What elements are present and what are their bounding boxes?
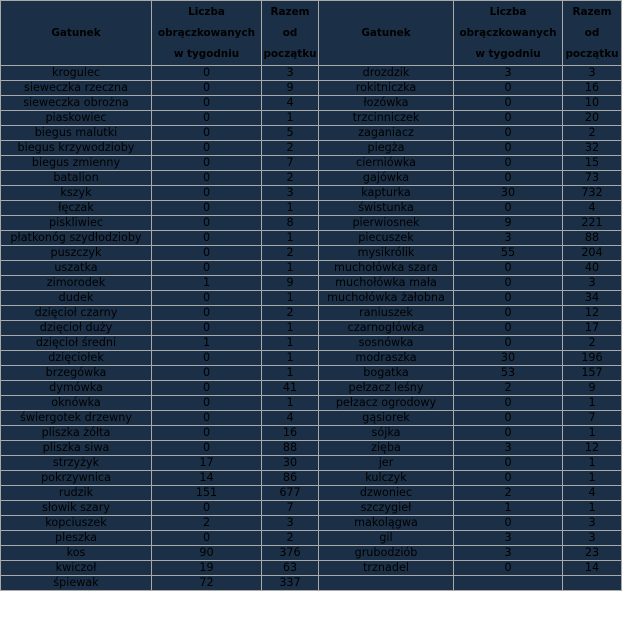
ringed-week-cell-left: 0 <box>152 531 262 546</box>
species-cell-left: kszyk <box>1 186 152 201</box>
species-cell-right: piegża <box>319 141 454 156</box>
total-cell-right: 10 <box>563 96 622 111</box>
ringed-week-cell-left: 0 <box>152 321 262 336</box>
total-cell-right: 3 <box>563 66 622 81</box>
table-row <box>1 156 622 171</box>
table-row <box>1 186 622 201</box>
ringed-week-cell-left: 151 <box>152 486 262 501</box>
ringed-week-cell-left: 0 <box>152 351 262 366</box>
ringed-week-cell-right: 3 <box>454 66 563 81</box>
species-cell-left: dzięcioł średni <box>1 336 152 351</box>
ringed-week-cell-left: 0 <box>152 126 262 141</box>
species-cell-right: muchołówka mała <box>319 276 454 291</box>
species-cell-left: zimorodek <box>1 276 152 291</box>
species-cell-right: pełzacz ogrodowy <box>319 396 454 411</box>
header-species-right: Gatunek <box>319 1 454 66</box>
total-cell-left: 1 <box>262 366 319 381</box>
ringed-week-cell-left: 0 <box>152 141 262 156</box>
ringed-week-cell-left: 0 <box>152 96 262 111</box>
species-cell-right <box>319 576 454 591</box>
species-cell-right: dzwoniec <box>319 486 454 501</box>
species-cell-left: pokrzywnica <box>1 471 152 486</box>
table-row <box>1 366 622 381</box>
total-cell-right: 1 <box>563 456 622 471</box>
total-cell-right: 221 <box>563 216 622 231</box>
total-cell-left: 63 <box>262 561 319 576</box>
species-cell-left: dzięcioł czarny <box>1 306 152 321</box>
total-cell-left: 1 <box>262 111 319 126</box>
species-cell-right: modraszka <box>319 351 454 366</box>
ringed-week-cell-left: 17 <box>152 456 262 471</box>
total-cell-left: 1 <box>262 261 319 276</box>
header-ringed-week-left: Liczba obrączkowanych w tygodniu <box>152 1 262 66</box>
species-cell-right: cierniówka <box>319 156 454 171</box>
total-cell-right: 196 <box>563 351 622 366</box>
table-row <box>1 276 622 291</box>
total-cell-left: 5 <box>262 126 319 141</box>
total-cell-right <box>563 576 622 591</box>
ringed-week-cell-left: 72 <box>152 576 262 591</box>
ringed-week-cell-left: 0 <box>152 441 262 456</box>
total-cell-right: 4 <box>563 201 622 216</box>
species-cell-right: mysikrólik <box>319 246 454 261</box>
ringed-week-cell-right: 0 <box>454 396 563 411</box>
ringed-week-cell-left: 0 <box>152 216 262 231</box>
header-total-right: Razem od początku <box>563 1 622 66</box>
table-row <box>1 96 622 111</box>
table-row <box>1 111 622 126</box>
species-cell-left: dymówka <box>1 381 152 396</box>
ringed-week-cell-right: 0 <box>454 156 563 171</box>
total-cell-left: 1 <box>262 321 319 336</box>
total-cell-left: 9 <box>262 81 319 96</box>
species-cell-right: rokitniczka <box>319 81 454 96</box>
species-cell-right: trznadel <box>319 561 454 576</box>
ringed-week-cell-left: 0 <box>152 231 262 246</box>
total-cell-right: 88 <box>563 231 622 246</box>
total-cell-left: 1 <box>262 291 319 306</box>
total-cell-left: 376 <box>262 546 319 561</box>
species-cell-right: kapturka <box>319 186 454 201</box>
total-cell-right: 23 <box>563 546 622 561</box>
ringed-week-cell-right: 0 <box>454 321 563 336</box>
total-cell-right: 17 <box>563 321 622 336</box>
total-cell-left: 2 <box>262 141 319 156</box>
ringed-week-cell-left: 0 <box>152 366 262 381</box>
ringed-week-cell-right: 0 <box>454 411 563 426</box>
ringed-week-cell-left: 1 <box>152 336 262 351</box>
total-cell-right: 40 <box>563 261 622 276</box>
total-cell-right: 157 <box>563 366 622 381</box>
species-cell-right: piecuszek <box>319 231 454 246</box>
ringed-week-cell-left: 0 <box>152 291 262 306</box>
total-cell-right: 73 <box>563 171 622 186</box>
species-cell-right: łozówka <box>319 96 454 111</box>
total-cell-left: 2 <box>262 171 319 186</box>
total-cell-left: 30 <box>262 456 319 471</box>
table-row <box>1 246 622 261</box>
ringed-week-cell-right: 53 <box>454 366 563 381</box>
total-cell-left: 2 <box>262 306 319 321</box>
ringed-week-cell-left: 0 <box>152 111 262 126</box>
total-cell-right: 1 <box>563 396 622 411</box>
species-cell-left: płatkonóg szydłodzioby <box>1 231 152 246</box>
total-cell-right: 3 <box>563 531 622 546</box>
ringed-week-cell-right: 0 <box>454 141 563 156</box>
species-cell-right: sosnówka <box>319 336 454 351</box>
ringed-week-cell-left: 0 <box>152 66 262 81</box>
species-cell-right: jer <box>319 456 454 471</box>
ringed-week-cell-left: 0 <box>152 426 262 441</box>
total-cell-left: 2 <box>262 246 319 261</box>
table-row <box>1 171 622 186</box>
ringed-week-cell-right: 30 <box>454 351 563 366</box>
total-cell-left: 677 <box>262 486 319 501</box>
species-cell-left: świergotek drzewny <box>1 411 152 426</box>
species-cell-left: kopciuszek <box>1 516 152 531</box>
species-cell-left: pleszka <box>1 531 152 546</box>
total-cell-left: 1 <box>262 336 319 351</box>
table-row <box>1 396 622 411</box>
total-cell-left: 86 <box>262 471 319 486</box>
ringed-week-cell-right: 0 <box>454 261 563 276</box>
total-cell-right: 9 <box>563 381 622 396</box>
table-row <box>1 291 622 306</box>
total-cell-left: 7 <box>262 156 319 171</box>
table-row <box>1 336 622 351</box>
ringed-week-cell-left: 0 <box>152 186 262 201</box>
ringed-week-cell-right: 0 <box>454 81 563 96</box>
species-cell-left: uszatka <box>1 261 152 276</box>
total-cell-right: 2 <box>563 126 622 141</box>
species-cell-right: trzcinniczek <box>319 111 454 126</box>
total-cell-left: 337 <box>262 576 319 591</box>
ringed-week-cell-right: 3 <box>454 531 563 546</box>
species-cell-right: bogatka <box>319 366 454 381</box>
species-cell-left: pliszka żółta <box>1 426 152 441</box>
table-row <box>1 471 622 486</box>
total-cell-left: 4 <box>262 96 319 111</box>
ringed-week-cell-left: 0 <box>152 306 262 321</box>
total-cell-right: 3 <box>563 276 622 291</box>
total-cell-right: 7 <box>563 411 622 426</box>
total-cell-right: 4 <box>563 486 622 501</box>
total-cell-left: 16 <box>262 426 319 441</box>
ringed-week-cell-left: 0 <box>152 396 262 411</box>
species-cell-left: biegus malutki <box>1 126 152 141</box>
species-cell-left: piskliwiec <box>1 216 152 231</box>
ringed-week-cell-left: 0 <box>152 501 262 516</box>
table-row <box>1 516 622 531</box>
ringed-week-cell-right: 0 <box>454 456 563 471</box>
total-cell-right: 12 <box>563 441 622 456</box>
ringed-week-cell-right: 9 <box>454 216 563 231</box>
species-cell-right: makolągwa <box>319 516 454 531</box>
species-cell-left: sieweczka rzeczna <box>1 81 152 96</box>
total-cell-left: 3 <box>262 186 319 201</box>
species-cell-right: świstunka <box>319 201 454 216</box>
species-cell-right: pierwiosnek <box>319 216 454 231</box>
table-row <box>1 546 622 561</box>
species-cell-left: krogulec <box>1 66 152 81</box>
total-cell-left: 88 <box>262 441 319 456</box>
table-row <box>1 66 622 81</box>
ringed-week-cell-left: 0 <box>152 411 262 426</box>
total-cell-left: 1 <box>262 201 319 216</box>
species-cell-left: piaskowiec <box>1 111 152 126</box>
species-cell-left: biegus zmienny <box>1 156 152 171</box>
ringed-week-cell-right: 2 <box>454 381 563 396</box>
species-cell-right: gajówka <box>319 171 454 186</box>
header-total-left: Razem od początku <box>262 1 319 66</box>
total-cell-right: 3 <box>563 516 622 531</box>
total-cell-right: 32 <box>563 141 622 156</box>
species-cell-left: łęczak <box>1 201 152 216</box>
total-cell-right: 204 <box>563 246 622 261</box>
species-cell-left: rudzik <box>1 486 152 501</box>
total-cell-right: 2 <box>563 336 622 351</box>
species-cell-left: biegus krzywodzioby <box>1 141 152 156</box>
ringed-week-cell-left: 19 <box>152 561 262 576</box>
species-cell-left: pliszka siwa <box>1 441 152 456</box>
table-row <box>1 306 622 321</box>
table-row <box>1 81 622 96</box>
species-cell-left: puszczyk <box>1 246 152 261</box>
species-cell-right: sójka <box>319 426 454 441</box>
species-cell-right: zaganiacz <box>319 126 454 141</box>
ringed-week-cell-right: 0 <box>454 276 563 291</box>
table-header-row <box>1 1 622 66</box>
table-row <box>1 561 622 576</box>
species-cell-right: muchołówka żałobna <box>319 291 454 306</box>
species-cell-right: kulczyk <box>319 471 454 486</box>
species-cell-right: grubodziób <box>319 546 454 561</box>
species-cell-left: dzięciołek <box>1 351 152 366</box>
ringed-week-cell-right <box>454 576 563 591</box>
ringed-week-cell-right: 0 <box>454 171 563 186</box>
ringed-week-cell-left: 2 <box>152 516 262 531</box>
species-cell-left: dzięcioł duży <box>1 321 152 336</box>
table-row <box>1 441 622 456</box>
species-cell-right: gil <box>319 531 454 546</box>
total-cell-right: 732 <box>563 186 622 201</box>
ringed-week-cell-right: 3 <box>454 231 563 246</box>
total-cell-right: 34 <box>563 291 622 306</box>
total-cell-left: 3 <box>262 66 319 81</box>
ringed-week-cell-left: 0 <box>152 261 262 276</box>
species-cell-right: szczygieł <box>319 501 454 516</box>
header-ringed-week-right: Liczba obrączkowanych w tygodniu <box>454 1 563 66</box>
species-cell-left: strzyżyk <box>1 456 152 471</box>
ringed-week-cell-right: 0 <box>454 201 563 216</box>
total-cell-right: 1 <box>563 471 622 486</box>
total-cell-left: 1 <box>262 351 319 366</box>
ringed-week-cell-left: 0 <box>152 156 262 171</box>
species-cell-right: muchołówka szara <box>319 261 454 276</box>
species-cell-right: pełzacz leśny <box>319 381 454 396</box>
species-cell-right: drozdzik <box>319 66 454 81</box>
ringed-week-cell-right: 1 <box>454 501 563 516</box>
ringed-week-cell-left: 1 <box>152 276 262 291</box>
ringed-week-cell-right: 2 <box>454 486 563 501</box>
total-cell-left: 1 <box>262 396 319 411</box>
ringed-week-cell-right: 3 <box>454 546 563 561</box>
table-row <box>1 126 622 141</box>
total-cell-left: 2 <box>262 531 319 546</box>
ringed-week-cell-right: 0 <box>454 426 563 441</box>
table-row <box>1 531 622 546</box>
ringed-week-cell-right: 0 <box>454 471 563 486</box>
table-row <box>1 576 622 591</box>
ringed-week-cell-left: 0 <box>152 171 262 186</box>
ringed-week-cell-right: 0 <box>454 96 563 111</box>
table-row <box>1 456 622 471</box>
species-cell-left: batalion <box>1 171 152 186</box>
ringed-week-cell-left: 90 <box>152 546 262 561</box>
total-cell-right: 1 <box>563 426 622 441</box>
species-cell-left: kos <box>1 546 152 561</box>
total-cell-right: 14 <box>563 561 622 576</box>
total-cell-left: 3 <box>262 516 319 531</box>
total-cell-right: 1 <box>563 501 622 516</box>
ringed-week-cell-right: 3 <box>454 441 563 456</box>
ringed-week-cell-right: 0 <box>454 291 563 306</box>
ringed-week-cell-right: 0 <box>454 111 563 126</box>
species-cell-right: czarnogłówka <box>319 321 454 336</box>
table-row <box>1 411 622 426</box>
species-cell-left: kwiczoł <box>1 561 152 576</box>
table-row <box>1 426 622 441</box>
total-cell-left: 9 <box>262 276 319 291</box>
ringed-week-cell-left: 14 <box>152 471 262 486</box>
species-cell-left: sieweczka obrożna <box>1 96 152 111</box>
ringed-week-cell-right: 0 <box>454 126 563 141</box>
total-cell-right: 16 <box>563 81 622 96</box>
table-row <box>1 351 622 366</box>
total-cell-left: 7 <box>262 501 319 516</box>
ringed-week-cell-right: 30 <box>454 186 563 201</box>
total-cell-right: 12 <box>563 306 622 321</box>
species-cell-left: śpiewak <box>1 576 152 591</box>
species-cell-left: oknówka <box>1 396 152 411</box>
table-row <box>1 501 622 516</box>
species-cell-left: brzegówka <box>1 366 152 381</box>
table-row <box>1 201 622 216</box>
ringed-week-cell-right: 55 <box>454 246 563 261</box>
total-cell-left: 1 <box>262 231 319 246</box>
total-cell-left: 4 <box>262 411 319 426</box>
species-cell-left: słowik szary <box>1 501 152 516</box>
ringed-week-cell-right: 0 <box>454 561 563 576</box>
table-row <box>1 216 622 231</box>
species-cell-right: gąsiorek <box>319 411 454 426</box>
ringed-week-cell-right: 0 <box>454 336 563 351</box>
ringed-week-cell-right: 0 <box>454 516 563 531</box>
ringed-week-cell-right: 0 <box>454 306 563 321</box>
ringed-week-cell-left: 0 <box>152 381 262 396</box>
table-row <box>1 486 622 501</box>
species-cell-right: zięba <box>319 441 454 456</box>
species-cell-left: dudek <box>1 291 152 306</box>
species-cell-right: raniuszek <box>319 306 454 321</box>
table-row <box>1 381 622 396</box>
ringed-week-cell-left: 0 <box>152 246 262 261</box>
total-cell-right: 15 <box>563 156 622 171</box>
header-species-left: Gatunek <box>1 1 152 66</box>
table-row <box>1 231 622 246</box>
total-cell-left: 41 <box>262 381 319 396</box>
total-cell-right: 20 <box>563 111 622 126</box>
table-row <box>1 141 622 156</box>
total-cell-left: 8 <box>262 216 319 231</box>
ringed-week-cell-left: 0 <box>152 201 262 216</box>
table-row <box>1 261 622 276</box>
table-row <box>1 321 622 336</box>
ringed-week-cell-left: 0 <box>152 81 262 96</box>
